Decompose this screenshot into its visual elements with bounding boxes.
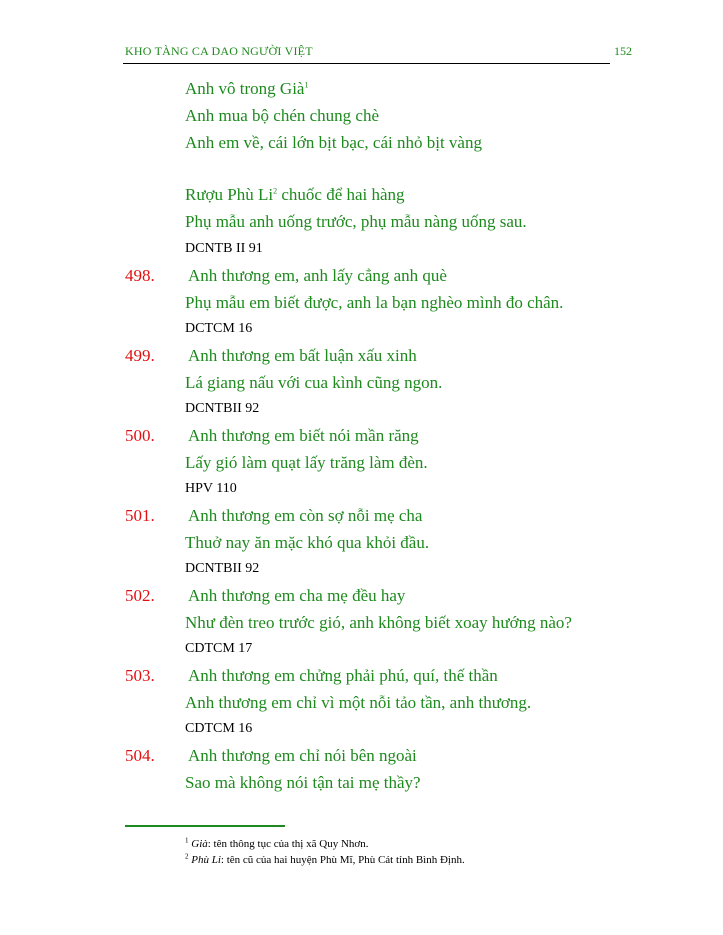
footnote-ref: 2 xyxy=(273,186,278,196)
verse-line: Như đèn treo trước gió, anh không biết xoay hướng nào? xyxy=(185,613,572,632)
verse-line: Anh vô trong Già$^1$ xyxy=(185,79,309,98)
entry-number: 498. xyxy=(125,266,155,285)
footnote-divider xyxy=(125,825,285,827)
footnote-term: Phù Li xyxy=(191,854,221,866)
verse-line: Sao mà không nói tận tai mẹ thầy? xyxy=(185,773,421,792)
verse-line: Phụ mẫu anh uống trước, phụ mẫu nàng uống sau. xyxy=(185,212,527,231)
verse-line: Anh thương em chửng phải phú, quí, thế thần xyxy=(188,666,498,685)
book-title: KHO TÀNG CA DAO NGƯỜI VIỆT xyxy=(125,44,313,58)
verse-line: Anh thương em chỉ vì một nỗi tảo tần, anh thương. xyxy=(185,693,532,712)
footnote-term: Già xyxy=(191,838,208,850)
footnote-text: : tên cũ của hai huyện Phù Mĩ, Phù Cát tỉnh Bình Định. xyxy=(220,854,465,866)
source-citation: HPV 110 xyxy=(185,481,237,496)
footnote-mark: 2 xyxy=(185,852,189,861)
footnote-text: : tên thông tục của thị xã Quy Nhơn. xyxy=(207,838,369,850)
entry-number: 500. xyxy=(125,426,155,445)
entry-number: 504. xyxy=(125,746,155,765)
source-citation: CDTCM 16 xyxy=(185,721,253,736)
verse-line: Anh mua bộ chén chung chè xyxy=(185,106,380,125)
entry-number: 499. xyxy=(125,346,155,365)
verse-line: Anh thương em, anh lấy cẳng anh què xyxy=(188,266,447,285)
verse-line: Anh thương em cha mẹ đều hay xyxy=(188,586,406,605)
verse-line: Anh thương em chỉ nói bên ngoài xyxy=(188,746,417,765)
source-citation: DCNTBII 92 xyxy=(185,561,260,576)
source-citation: DCNTBII 92 xyxy=(185,401,260,416)
entry-number: 501. xyxy=(125,506,155,525)
verse-line: Lá giang nấu với cua kình cũng ngon. xyxy=(185,373,443,392)
footnote xyxy=(185,854,465,866)
footnote-ref: 1 xyxy=(304,80,309,90)
verse-line: Thuở nay ăn mặc khó qua khỏi đầu. xyxy=(185,533,430,552)
verse-line: Lấy gió làm quạt lấy trăng làm đèn. xyxy=(185,453,428,472)
verse-line: Rượu Phù Li$^2$ chuốc để hai hàng xyxy=(185,185,405,204)
header-divider xyxy=(123,63,610,64)
footnote-mark: 1 xyxy=(185,836,189,845)
page-number: 152 xyxy=(614,44,632,58)
source-citation: DCNTB II 91 xyxy=(185,241,263,256)
source-citation: CDTCM 17 xyxy=(185,641,253,656)
verse-line: Anh thương em còn sợ nỗi mẹ cha xyxy=(188,506,423,525)
source-citation: DCTCM 16 xyxy=(185,321,253,336)
verse-line: Anh thương em biết nói mần răng xyxy=(188,426,419,445)
footnote xyxy=(185,838,368,850)
verse-line: Anh thương em bất luận xấu xinh xyxy=(188,346,417,365)
entry-number: 503. xyxy=(125,666,155,685)
entry-number: 502. xyxy=(125,586,155,605)
verse-line: Anh em về, cái lớn bịt bạc, cái nhỏ bịt vàng xyxy=(185,133,482,152)
verse-line: Phụ mẫu em biết được, anh la bạn nghèo mình đo chân. xyxy=(185,293,564,312)
